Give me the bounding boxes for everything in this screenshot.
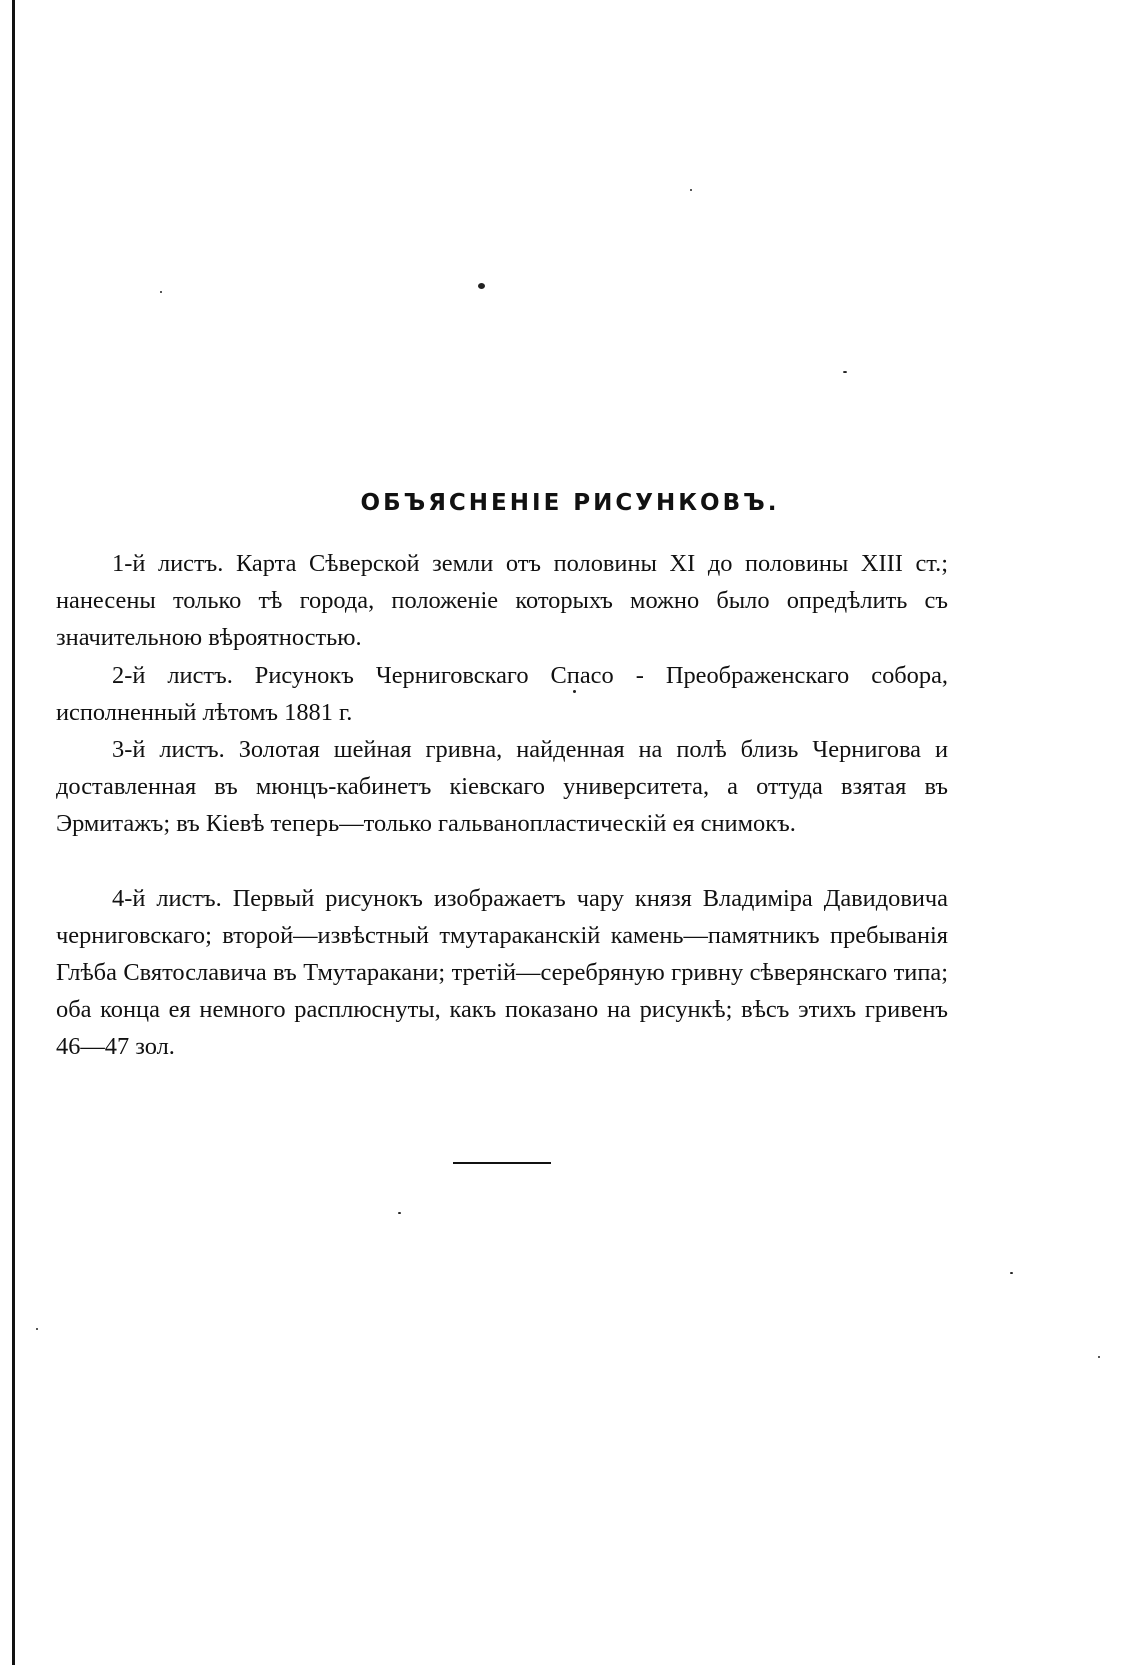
page-edge-line bbox=[12, 0, 15, 1665]
paragraph-sheet-1: 1-й листъ. Карта Сѣверской земли отъ половины XI до половины XIII ст.; нанесены только тѣ города, положеніе которыхъ можно было опредѣлить съ значительною вѣроятностью. bbox=[56, 550, 948, 651]
ink-speck bbox=[843, 371, 847, 373]
ink-speck bbox=[1010, 1272, 1013, 1274]
ink-speck bbox=[478, 283, 485, 289]
ink-speck bbox=[690, 189, 692, 191]
ink-speck bbox=[36, 1328, 38, 1330]
paragraph-sheet-3: 3-й листъ. Золотая шейная гривна, найденная на полѣ близь Чернигова и доставленная въ мюнцъ-кабинетъ кіевскаго университета, а оттуда взятая въ Эрмитажъ; въ Кіевѣ теперь—только гальванопластическій ея снимокъ. bbox=[56, 736, 948, 837]
page-title: ОБЪЯСНЕНІЕ РИСУНКОВЪ. bbox=[360, 490, 780, 516]
ink-speck bbox=[1098, 1356, 1100, 1358]
section-divider bbox=[453, 1162, 551, 1164]
paragraph-sheet-4: 4-й листъ. Первый рисунокъ изображаетъ чару князя Владиміра Давидовича черниговскаго; второй—извѣстный тмутараканскій камень—памятникъ пребыванія Глѣба Святославича въ Тмутаракани; третій—серебряную гривну сѣверянскаго типа; оба конца ея немного расплюснуты, какъ показано на рисункѣ; вѣсъ этихъ гривенъ 46—47 зол. bbox=[56, 885, 948, 1060]
ink-speck bbox=[160, 291, 162, 293]
ink-speck bbox=[398, 1212, 401, 1214]
paragraph-sheet-2: 2-й листъ. Рисунокъ Черниговскаго Спасо - Преображенскаго собора, исполненный лѣтомъ 1881 г. bbox=[56, 662, 948, 726]
